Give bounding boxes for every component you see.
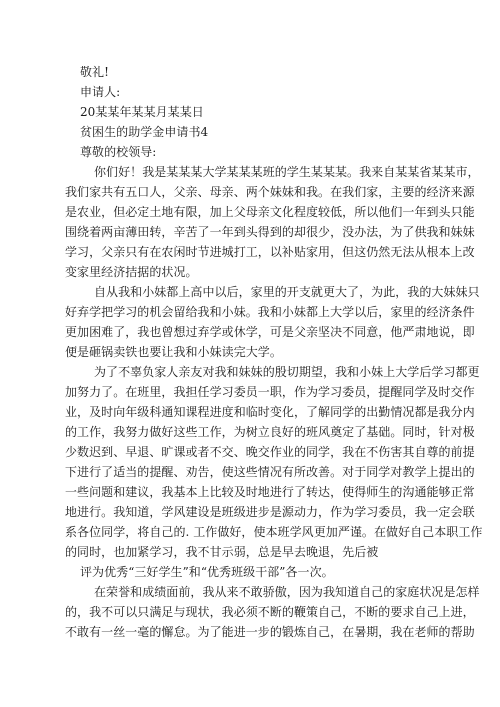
- paragraph-3-line-6: 下进行了适当的提醒、劝告，使这些情况有所改善。对于同学对教学上提出的: [65, 465, 475, 479]
- paragraph-5-line-2: 的，我不可以只满足与现状，我必须不断的鞭策自己，不断的要求自己上进，: [65, 605, 475, 619]
- paragraph-1-line-4: 围绕着两亩薄田转，辛苦了一年到头得到的却很少，没办法，为了供我和妹妹: [65, 225, 475, 239]
- paragraph-2-line-3: 更加困难了，我也曾想过弃学或休学，可是父亲坚决不同意，他严肃地说，即: [65, 325, 475, 339]
- paragraph-3-line-10: 的同时，也加紧学习，我不甘示弱，总是早去晚退，先后被: [65, 545, 379, 559]
- applicant-label: 申请人:: [80, 85, 121, 99]
- paragraph-2-line-4: 便是砸锅卖铁也要让我和小妹读完大学。: [65, 345, 282, 359]
- paragraph-3-line-5: 少数迟到、早退、旷课或者不交、晚交作业的同学，我在不伤害其自尊的前提: [65, 445, 475, 459]
- paragraph-3-line-8: 地进行。我知道，学风建设是班级进步是源动力，作为学习委员，我一定会联: [65, 505, 475, 519]
- paragraph-3-line-4: 的工作，我努力做好这些工作，为树立良好的班风奠定了基础。同时，针对极: [65, 425, 475, 439]
- paragraph-1-line-2: 我们家共有五口人，父亲、母亲、两个妹妹和我。在我们家，主要的经济来源: [65, 185, 475, 199]
- paragraph-5-line-1: 在荣誉和成绩面前，我从来不敢骄傲，因为我知道自己的家庭状况是怎样: [94, 585, 480, 599]
- paragraph-1-line-6: 变家里经济拮据的状况。: [65, 265, 198, 279]
- paragraph-1-line-5: 学习，父亲只有在农闲时节进城打工，以补贴家用，但这仍然无法从根本上改: [65, 245, 475, 259]
- greeting: 尊敬的校领导:: [80, 145, 157, 159]
- paragraph-3-line-2: 加努力了。在班里，我担任学习委员一职，作为学习委员，提醒同学及时交作: [65, 385, 475, 399]
- letter-date: 20某某年某某月某某日: [80, 105, 204, 119]
- paragraph-4-line-1: 评为优秀“三好学生”和“优秀班级干部”各一次。: [80, 565, 334, 579]
- paragraph-3-line-1: 为了不辜负家人亲友对我和妹妹的殷切期望，我和小妹上大学后学习都更: [94, 365, 480, 379]
- section-title: 贫困生的助学金申请书4: [80, 125, 209, 139]
- paragraph-1-line-3: 是农业，但必定土地有限，加上父母亲文化程度较低，所以他们一年到头只能: [65, 205, 475, 219]
- paragraph-3-line-7: 一些问题和建议，我基本上比较及时地进行了转达，使得师生的沟通能够正常: [65, 485, 475, 499]
- paragraph-5-line-3: 不敢有一丝一毫的懈怠。为了能进一步的锻炼自己，在暑期，我在老师的帮助: [65, 625, 475, 639]
- paragraph-2-line-1: 自从我和小妹都上高中以后，家里的开支就更大了，为此，我的大妹妹只: [94, 285, 480, 299]
- closing-salute: 敬礼!: [80, 65, 109, 79]
- paragraph-3-line-9: 系各位同学，将自己的. 工作做好，使本班学风更加严谨。在做好自己本职工作: [65, 525, 483, 539]
- paragraph-2-line-2: 好弃学把学习的机会留给我和小妹。我和小妹都上大学以后，家里的经济条件: [65, 305, 475, 319]
- paragraph-3-line-3: 业，及时向年级科通知课程进度和临时变化，了解同学的出勤情况都是我分内: [65, 405, 475, 419]
- paragraph-1-line-1: 你们好！我是某某某大学某某某班的学生某某某。我来自某某省某某市，: [94, 165, 480, 179]
